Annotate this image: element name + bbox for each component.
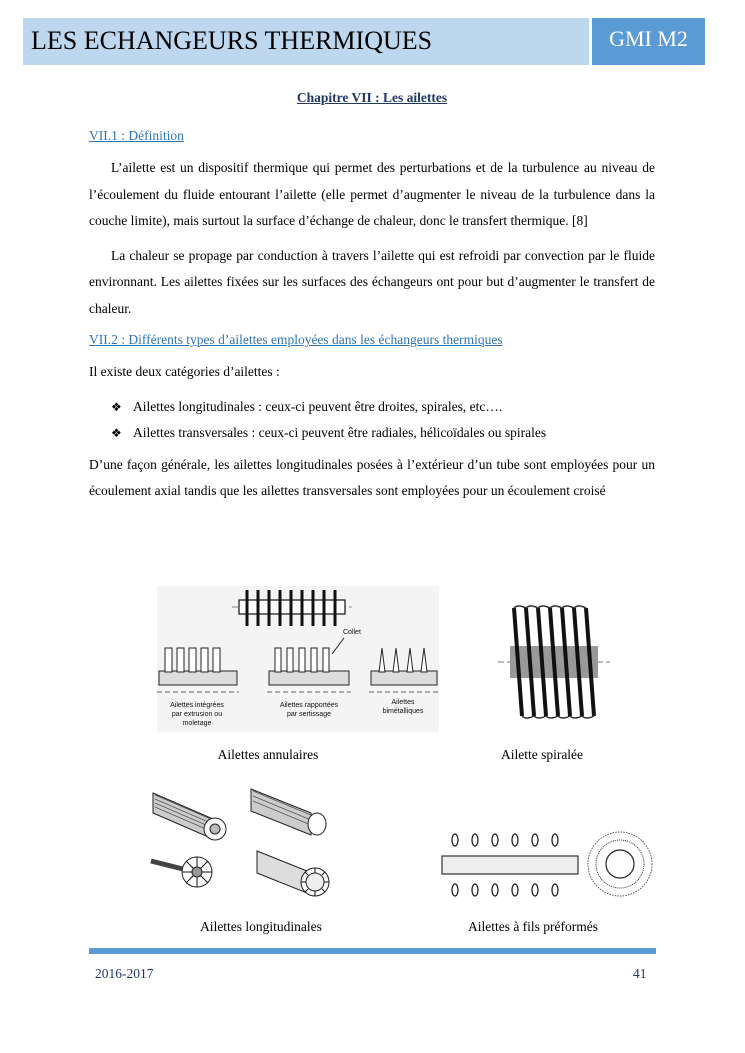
- caption-wire: Ailettes à fils préformés: [467, 919, 599, 934]
- wire-fins-figure: [440, 824, 655, 908]
- paragraph-definition-2: La chaleur se propage par conduction à travers l’ailette qui est refroidi par convection par le fluide environnant. Les ailettes fixées sur les surfaces des échangeurs ont pour but d’augmenter le transfert de chaleur.: [89, 247, 655, 316]
- footer-rule: [89, 948, 656, 954]
- annular-fins-figure: [157, 586, 439, 732]
- list-item: [111, 420, 655, 446]
- extruded-label-line-3: moletage: [182, 720, 212, 727]
- header-title-box: [23, 18, 589, 65]
- section-heading-types: VII.2 : Différents types d’ailettes employées dans les échangeurs thermiques: [89, 332, 503, 347]
- page-content: [89, 88, 655, 513]
- paragraph-types-conclusion: D’une façon générale, les ailettes longitudinales posées à l’extérieur d’un tube sont employées pour un écoulement axial tandis que les ailettes transversales sont employées pour un écoulement croisé: [89, 456, 655, 498]
- bimetallic-label-line-1: Ailettes: [391, 699, 415, 706]
- list-item-text: Ailettes longitudinales : ceux-ci peuvent être droites, spirales, etc….: [133, 398, 503, 414]
- list-item: [111, 394, 655, 420]
- header-course-code: GMI M2: [609, 26, 688, 51]
- collet-label: Collet: [343, 629, 361, 636]
- wire-fin-end-view: [588, 832, 652, 896]
- header-code-box: [592, 18, 705, 65]
- section-heading-definition: VII.1 : Définition: [89, 128, 184, 143]
- spiral-fin-figure: [498, 598, 610, 726]
- chapter-title: Chapitre VII : Les ailettes: [296, 90, 448, 105]
- diamond-cross-icon: ❖: [111, 399, 122, 414]
- crimped-label-line-1: Ailettes rapportées: [279, 702, 339, 709]
- longitudinal-tube-2: [251, 789, 326, 835]
- crimped-label-line-2: par sertissage: [287, 711, 331, 718]
- longitudinal-tube-4: [257, 851, 329, 896]
- extruded-label-line-1: Ailettes intégrées: [170, 702, 224, 709]
- extruded-label-line-2: par extrusion ou: [171, 711, 223, 718]
- longitudinal-tube-3: [151, 857, 212, 887]
- paragraph-definition-1: L’ailette est un dispositif thermique qui permet des perturbations et de la turbulence au niveau de l’écoulement du fluide entourant l’ailette (elle permet d’augmenter le niveau de la turbulence dans la couche limite), mais surtout la surface d’échange de chaleur, donc le transfert thermique. [8]: [89, 160, 655, 228]
- longitudinal-fins-figure: [147, 779, 333, 899]
- bimetallic-label-line-2: bimétalliques: [382, 708, 424, 715]
- caption-annular: Ailettes annulaires: [217, 747, 319, 762]
- longitudinal-tube-1: [153, 793, 226, 840]
- list-item-text: Ailettes transversales : ceux-ci peuvent être radiales, hélicoïdales ou spirales: [133, 424, 547, 440]
- caption-spiral: Ailette spiralée: [500, 747, 584, 762]
- header-title: LES ECHANGEURS THERMIQUES: [31, 26, 433, 55]
- paragraph-types-intro: Il existe deux catégories d’ailettes :: [89, 364, 280, 379]
- fin-categories-list: [89, 394, 655, 446]
- diamond-cross-icon: ❖: [111, 425, 122, 440]
- wire-fin-tube-drawing: [442, 834, 578, 896]
- footer-academic-year: 2016-2017: [95, 966, 154, 981]
- caption-longitudinal: Ailettes longitudinales: [200, 919, 322, 934]
- page-header: [23, 18, 705, 65]
- footer-page-number: 41: [633, 966, 647, 981]
